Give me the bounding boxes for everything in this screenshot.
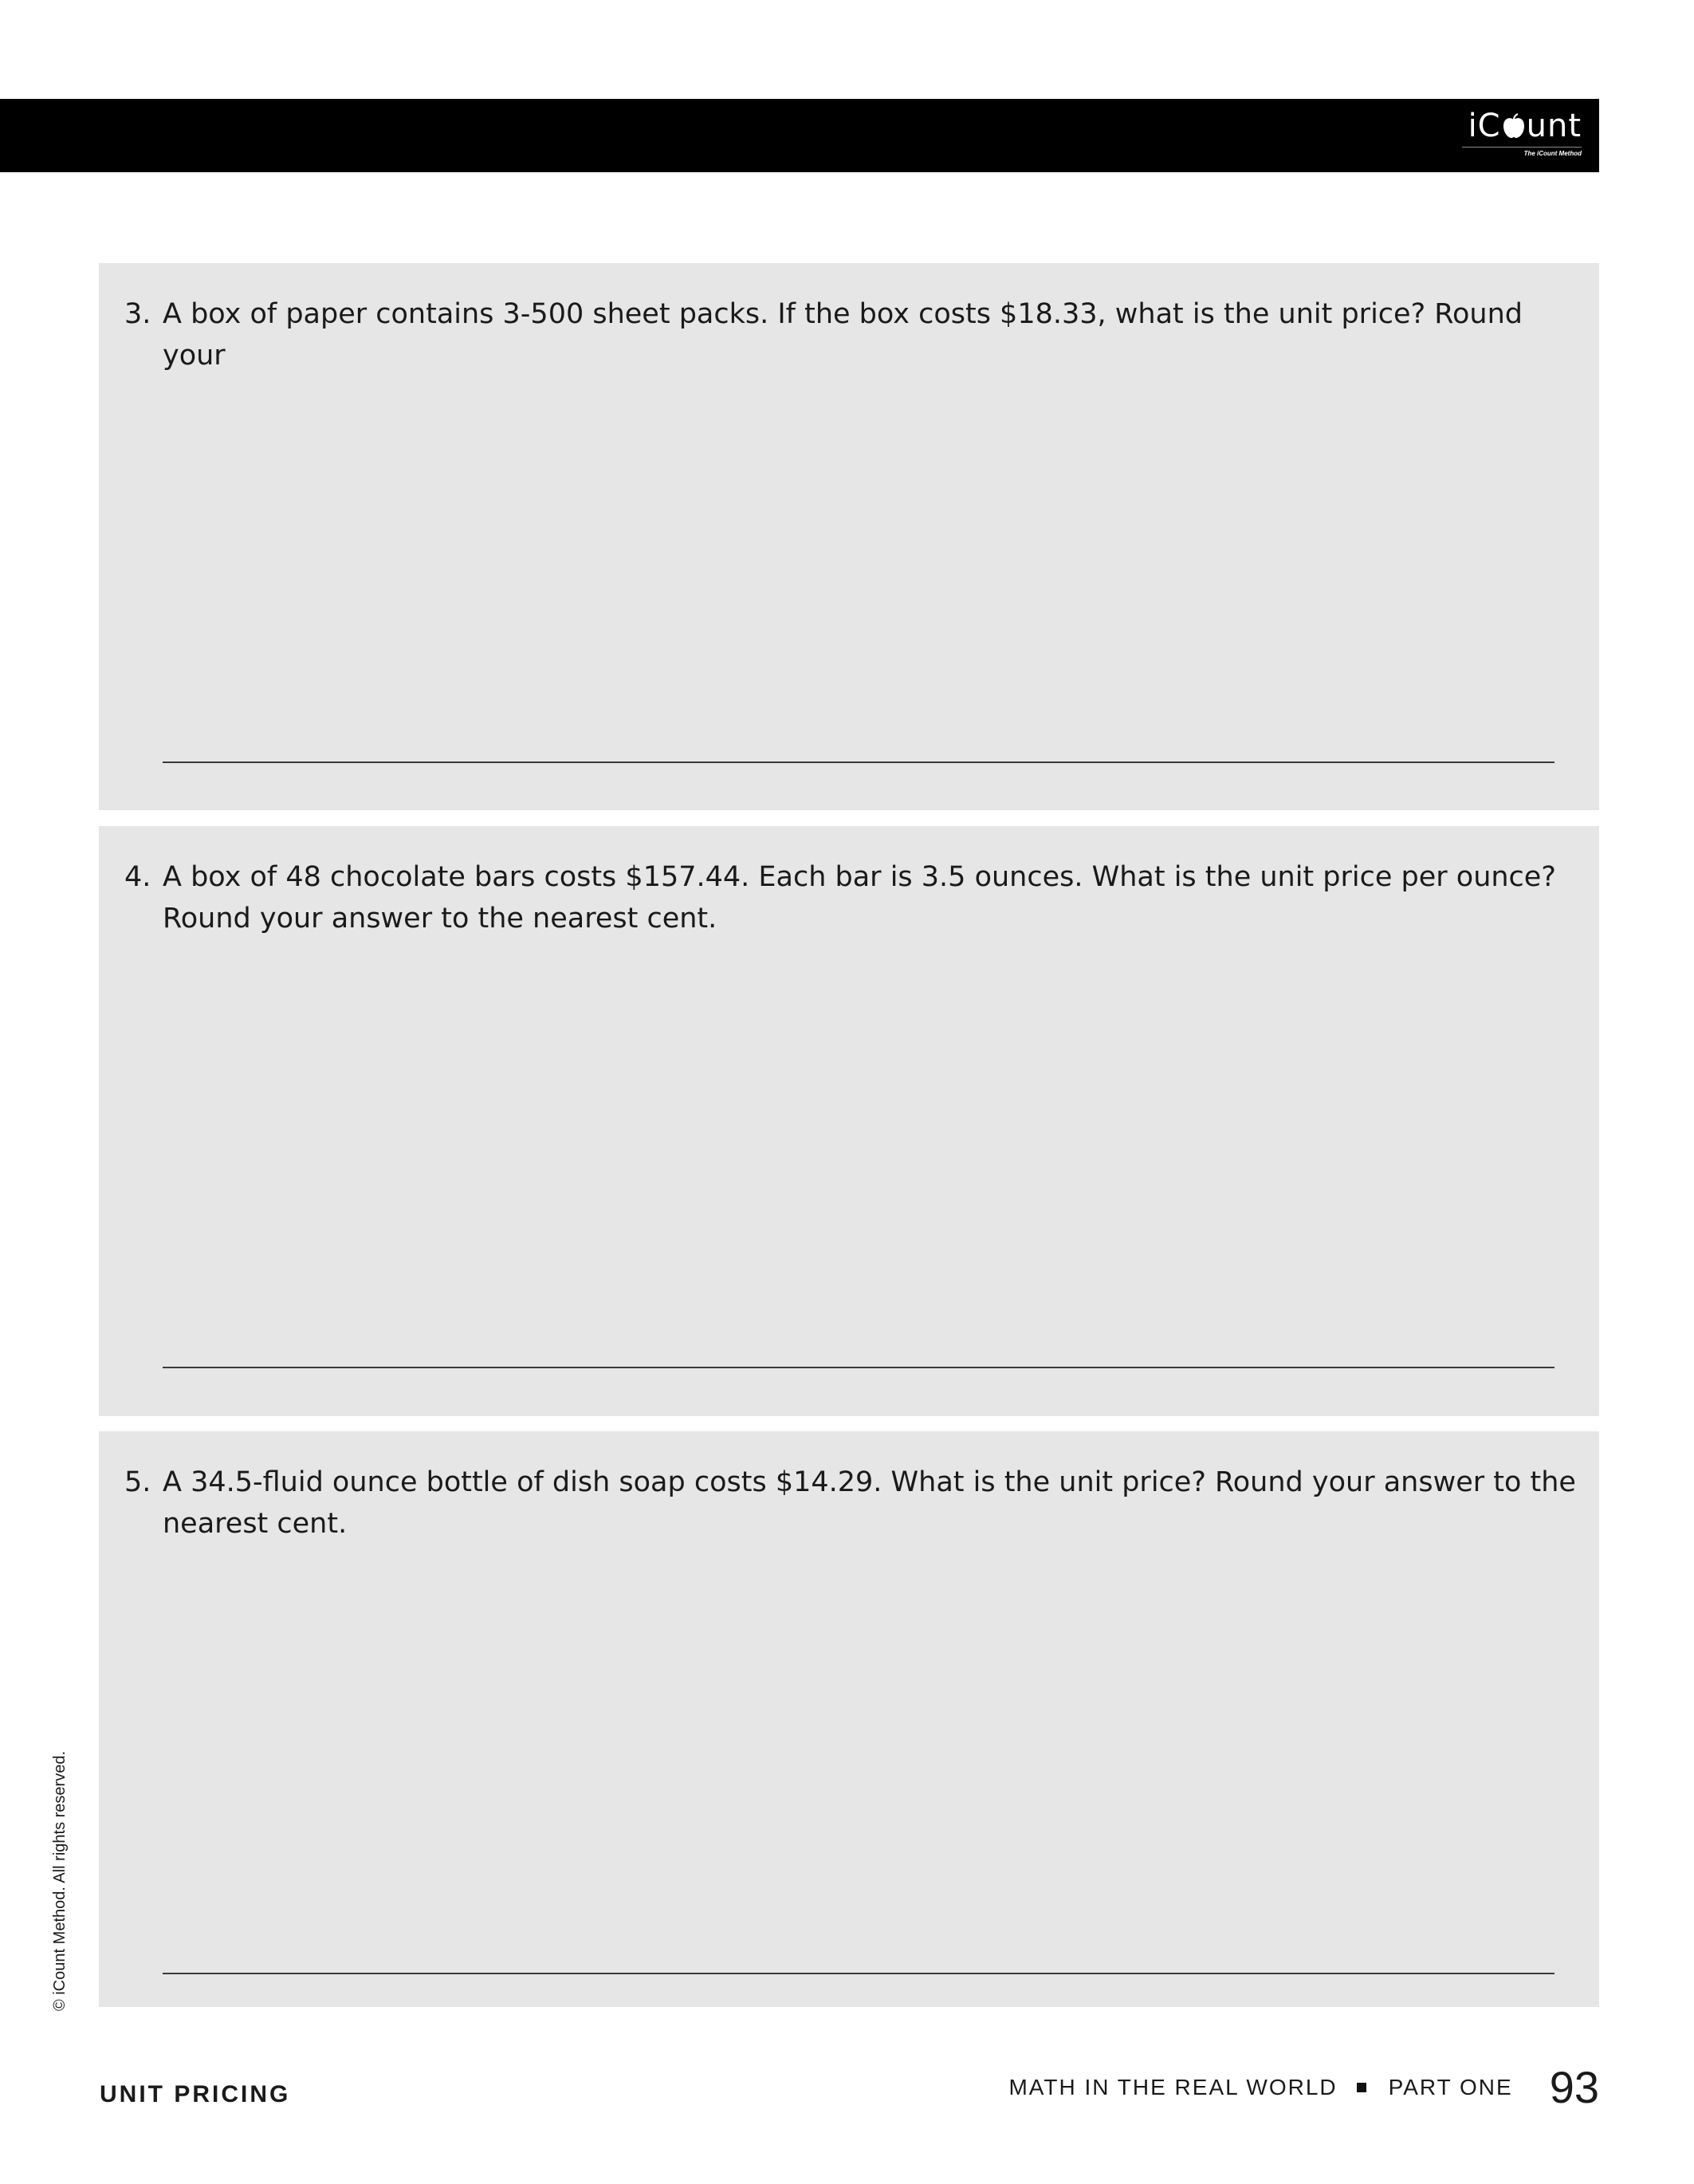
footer-section-title: UNIT PRICING [100,2081,291,2107]
logo-text-end: unt [1526,108,1582,144]
problem-number: 4. [124,861,151,893]
logo-divider [1462,147,1582,148]
problem-text: A box of 48 chocolate bars costs $157.44. Each bar is 3.5 ounces. What is the unit price per ounce? Round your answer to the nearest cent. [163,861,1556,935]
apple-icon [1502,113,1526,139]
copyright-notice: © iCount Method. All rights reserved. [51,1751,69,2011]
footer-part: PART ONE [1388,2075,1513,2099]
problem-4-box [99,826,1599,1416]
footer-right [1008,2064,1599,2111]
answer-line [163,1973,1554,1974]
icount-logo [1462,110,1582,161]
footer-series: MATH IN THE REAL WORLD [1008,2075,1338,2099]
logo-text-start: iC [1468,108,1501,144]
answer-line [163,1367,1554,1368]
problem-number: 3. [124,298,151,330]
problem-3-box [99,263,1599,810]
page-number: 93 [1549,2062,1599,2112]
header-bar [0,99,1599,172]
answer-line [163,761,1554,763]
square-bullet-icon [1357,2083,1366,2092]
logo-wordmark [1462,110,1582,142]
problem-number: 5. [124,1466,151,1498]
problem-text: A box of paper contains 3-500 sheet packs. If the box costs $18.33, what is the unit price? Round your [163,298,1523,372]
problem-text: A 34.5-fluid ounce bottle of dish soap costs $14.29. What is the unit price? Round your answer to the nearest cent. [163,1466,1576,1540]
logo-tagline: The iCount Method [1523,150,1582,157]
problem-5-box [99,1431,1599,2007]
